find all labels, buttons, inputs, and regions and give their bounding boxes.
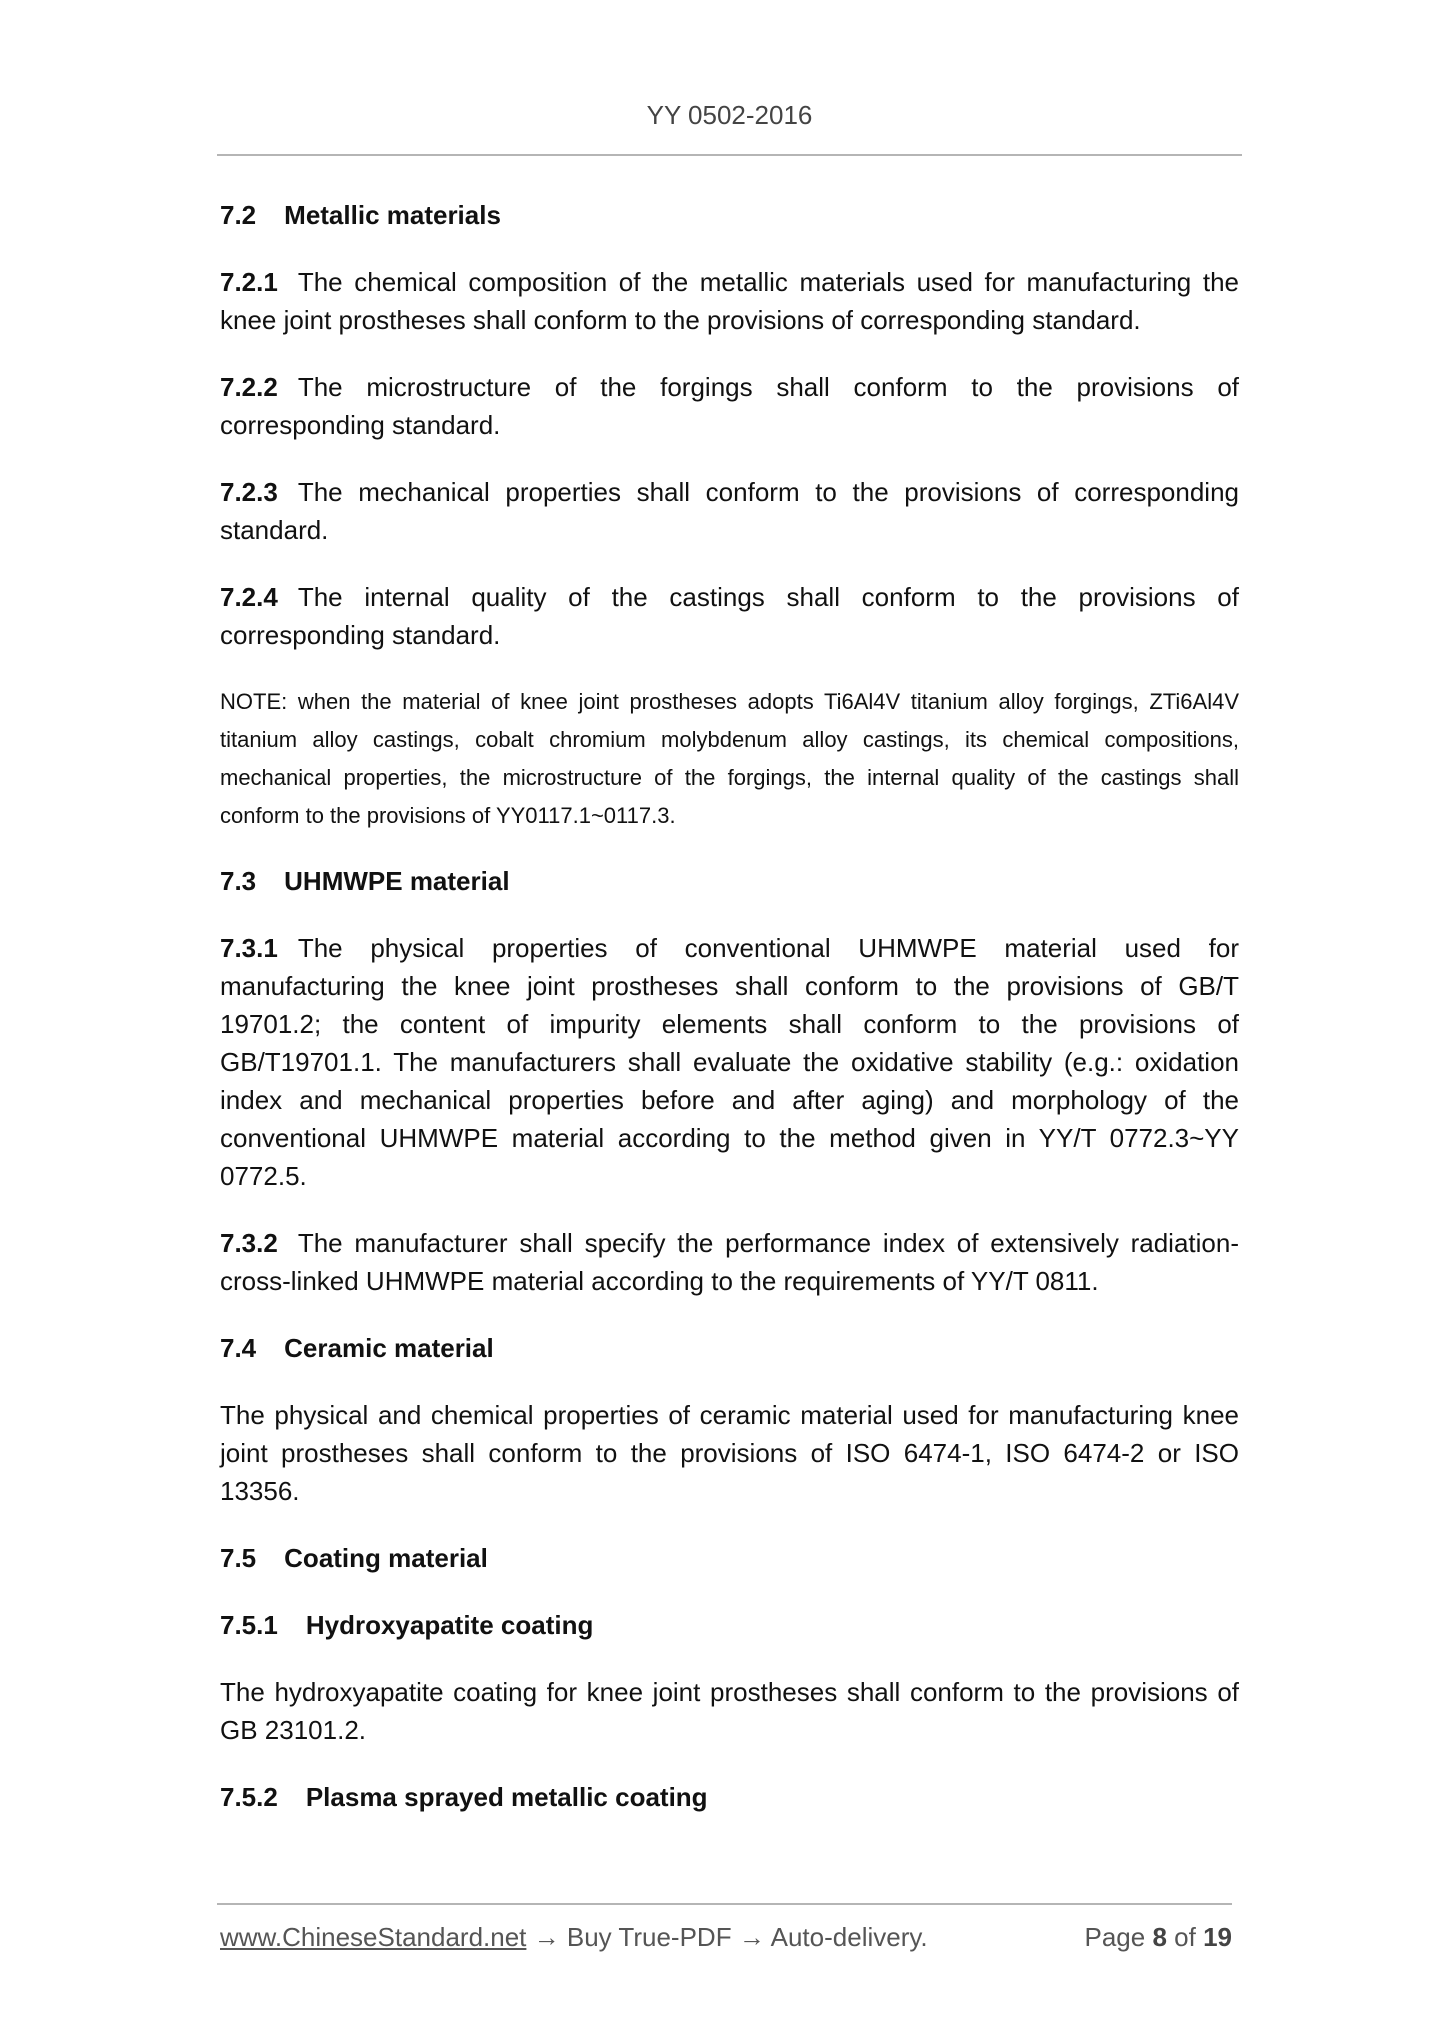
document-code: YY 0502-2016 — [646, 100, 813, 130]
clause-number: 7.2.2 — [220, 372, 278, 402]
clause-number: 7.2.4 — [220, 582, 278, 612]
website-link[interactable]: www.ChineseStandard.net — [220, 1922, 527, 1952]
section-heading-7-3 — [220, 862, 1239, 900]
page-indicator — [1084, 1922, 1232, 1953]
clause-7-2-2 — [220, 368, 1239, 444]
buy-pdf-text: Buy True-PDF — [566, 1922, 732, 1952]
document-body — [220, 196, 1239, 1845]
clause-number: 7.3.1 — [220, 933, 278, 963]
section-heading-7-2 — [220, 196, 1239, 234]
arrow-right-icon: → — [533, 1922, 560, 1952]
section-title: UHMWPE material — [284, 866, 510, 896]
section-title: Coating material — [284, 1543, 488, 1573]
current-page-number: 8 — [1152, 1922, 1167, 1952]
section-number: 7.5 — [220, 1543, 257, 1573]
page-label: Page — [1084, 1922, 1146, 1952]
clause-text: The internal quality of the castings shall conform to the provisions of corresponding standard. — [220, 582, 1239, 650]
section-heading-7-4 — [220, 1329, 1239, 1367]
total-pages-number: 19 — [1203, 1922, 1232, 1952]
section-number: 7.4 — [220, 1333, 257, 1363]
section-heading-7-5 — [220, 1539, 1239, 1577]
section-title: Metallic materials — [284, 200, 501, 230]
section-title: Plasma sprayed metallic coating — [305, 1782, 708, 1812]
header-divider — [217, 154, 1242, 156]
section-title: Ceramic material — [284, 1333, 494, 1363]
clause-text: The manufacturer shall specify the performance index of extensively radiation-cross-linked UHMWPE material according to the requirements of YY/T 0811. — [220, 1228, 1239, 1296]
document-header — [217, 100, 1242, 131]
clause-7-3-1 — [220, 929, 1239, 1195]
clause-text: The microstructure of the forgings shall conform to the provisions of corresponding standard. — [220, 372, 1239, 440]
clause-7-2-4 — [220, 578, 1239, 654]
footer-promo — [220, 1922, 928, 1953]
clause-number: 7.2.1 — [220, 267, 278, 297]
page-footer — [220, 1922, 1232, 1962]
paragraph-7-4: The physical and chemical properties of ceramic material used for manufacturing knee joint prostheses shall conform to the provisions of ISO 6474-1, ISO 6474-2 or ISO 13356. — [220, 1400, 1239, 1506]
clause-7-2-1 — [220, 263, 1239, 339]
section-title: Hydroxyapatite coating — [305, 1610, 594, 1640]
clause-number: 7.2.3 — [220, 477, 278, 507]
section-number: 7.3 — [220, 866, 257, 896]
section-heading-7-5-1 — [220, 1606, 1239, 1644]
section-number: 7.5.2 — [220, 1782, 278, 1812]
clause-text: The mechanical properties shall conform to the provisions of corresponding standard. — [220, 477, 1239, 545]
auto-delivery-text: Auto-delivery. — [770, 1922, 928, 1952]
section-number: 7.2 — [220, 200, 257, 230]
section-number: 7.5.1 — [220, 1610, 278, 1640]
clause-7-2-3 — [220, 473, 1239, 549]
clause-text: The chemical composition of the metallic materials used for manufacturing the knee joint prostheses shall conform to the provisions of corresponding standard. — [220, 267, 1239, 335]
arrow-right-icon: → — [738, 1922, 765, 1952]
of-label: of — [1174, 1922, 1196, 1952]
clause-number: 7.3.2 — [220, 1228, 278, 1258]
section-heading-7-5-2 — [220, 1778, 1239, 1816]
clause-text: The physical properties of conventional UHMWPE material used for manufacturing the knee joint prostheses shall conform to the provisions of GB/T 19701.2; the content of impurity elements shall conform to the provisions of GB/T19701.1. The manufacturers shall evaluate the oxidative stability (e.g.: oxidation index and mechanical properties before and after aging) and morphology of the conventional UHMWPE material according to the method given in YY/T 0772.3~YY 0772.5. — [220, 933, 1239, 1191]
footer-divider — [217, 1903, 1232, 1905]
note-paragraph: NOTE: when the material of knee joint prostheses adopts Ti6Al4V titanium alloy forgings, ZTi6Al4V titanium alloy castings, cobalt chromium molybdenum alloy castings, its chemical compositions, mechanical properties, the microstructure of the forgings, the internal quality of the castings shall conform to the provisions of YY0117.1~0117.3. — [220, 689, 1239, 828]
clause-7-3-2 — [220, 1224, 1239, 1300]
paragraph-7-5-1: The hydroxyapatite coating for knee joint prostheses shall conform to the provisions of GB 23101.2. — [220, 1677, 1239, 1745]
